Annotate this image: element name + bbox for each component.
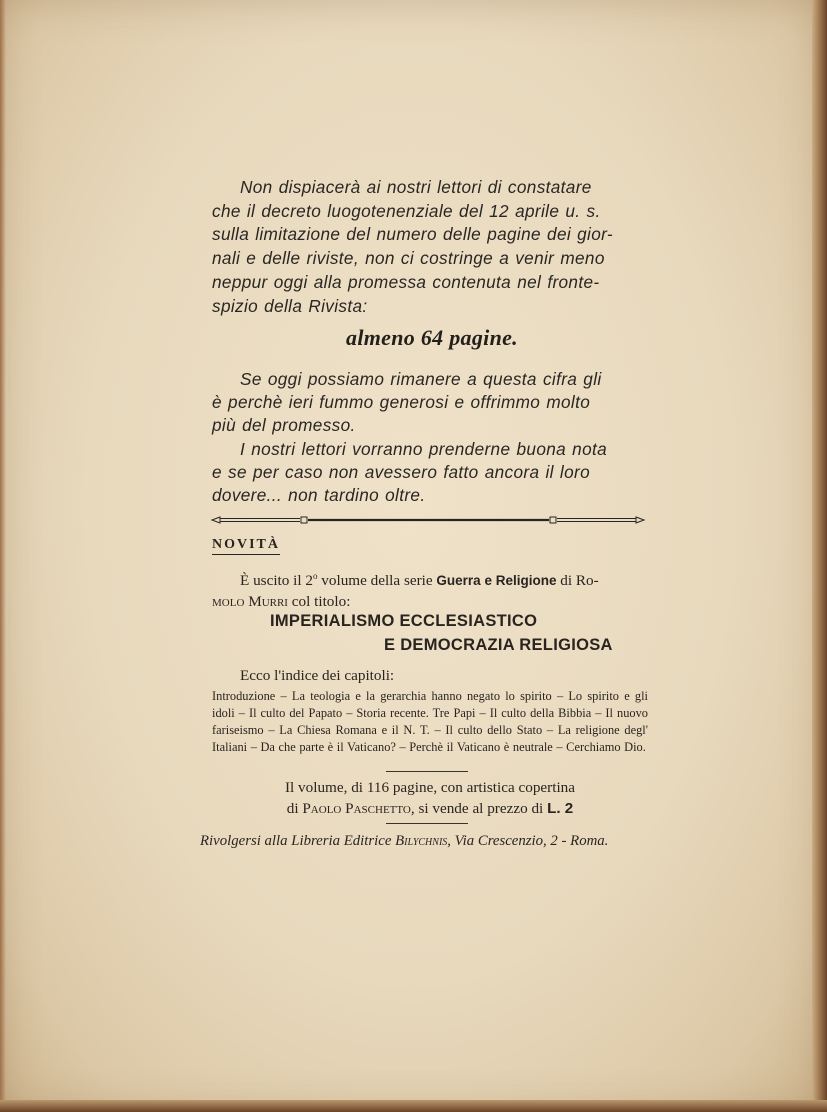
volume-info [212, 778, 648, 819]
headline-page-count: almeno 64 pagine. [346, 325, 518, 350]
intro-line: spizio della Rivista: [212, 295, 368, 316]
intro-line: neppur oggi alla promessa contenuta nel fronte- [212, 271, 600, 292]
intro-line: sulla limitazione del numero delle pagine dei gior- [212, 224, 613, 245]
para2-line: Se oggi possiamo rimanere a questa cifra gli [240, 369, 602, 389]
intro-line: che il decreto luogotenenziale del 12 aprile u. s. [212, 200, 601, 221]
ordinal-superscript: o [312, 571, 318, 581]
order-instructions [200, 833, 660, 850]
index-intro: Ecco l'indice dei capitoli: [240, 667, 395, 684]
ornamental-divider [210, 513, 646, 527]
order-text: , Via Crescenzio, 2 - Roma. [447, 833, 609, 849]
intro-line: nali e delle riviste, non ci costringe a venir meno [212, 248, 605, 269]
volume-line-1: Il volume, di 116 pagine, con artistica copertina [284, 779, 575, 796]
book-title-line-2: E DEMOCRAZIA RELIGIOSA [384, 636, 613, 654]
novita-heading: NOVITÀ [212, 537, 280, 555]
series-name: Guerra e Religione [436, 573, 557, 589]
intro-line: Non dispiacerà ai nostri lettori di constatare [240, 177, 592, 197]
book-title [212, 609, 648, 657]
second-paragraph [212, 368, 652, 507]
volume-line-2 [212, 799, 648, 820]
page-bottom-edge [0, 1100, 827, 1112]
new-volume-announcement [212, 566, 648, 612]
announce-text: di Ro- [556, 572, 599, 590]
short-divider [386, 771, 468, 772]
announce-text: volume della serie [317, 572, 437, 590]
illustrator-name: Paolo Paschetto [302, 799, 411, 817]
volume-text: , si vende al prezzo di [410, 799, 548, 817]
author-first-name-part: molo [212, 592, 249, 610]
para2-line: I nostri lettori vorranno prenderne buona nota [240, 438, 608, 459]
para2-line: e se per caso non avessero fatto ancora il loro [212, 461, 590, 482]
chapter-index: Introduzione – La teologia e la gerarchia hanno negato lo spirito – Lo spirito e gli idoli – Il culto del Papato – Storia recente. Tre Papi – Il culto della Bibbia – Il nuovo fariseismo – La Chiesa Romana e il N. T. – Il culto dello Stato – La religione degl' Italiani – Da che parte è il Vaticano? – Perchè il Vaticano è neutrale – Cerchiamo Dio. [212, 689, 648, 754]
volume-text: di [286, 799, 303, 817]
price: L. 2 [547, 799, 574, 817]
author-name: Murri [248, 592, 288, 610]
para2-line: dovere... non tardino oltre. [212, 485, 426, 506]
announce-text: È uscito il 2 [240, 572, 313, 590]
intro-paragraph [212, 176, 652, 318]
para2-line: è perchè ieri fummo generosi e offrimmo molto [212, 392, 591, 413]
page-right-edge [812, 0, 827, 1112]
order-text: Rivolgersi alla Libreria Editrice [200, 833, 396, 849]
announce-line-1 [212, 566, 648, 592]
book-title-line-1: IMPERIALISMO ECCLESIASTICO [270, 612, 538, 630]
publisher-name: Bilychnis [395, 833, 448, 849]
announce-text: col titolo: [287, 592, 351, 610]
page-left-shadow [0, 0, 6, 1112]
para2-line: più del promesso. [212, 415, 356, 436]
short-divider [386, 823, 468, 824]
